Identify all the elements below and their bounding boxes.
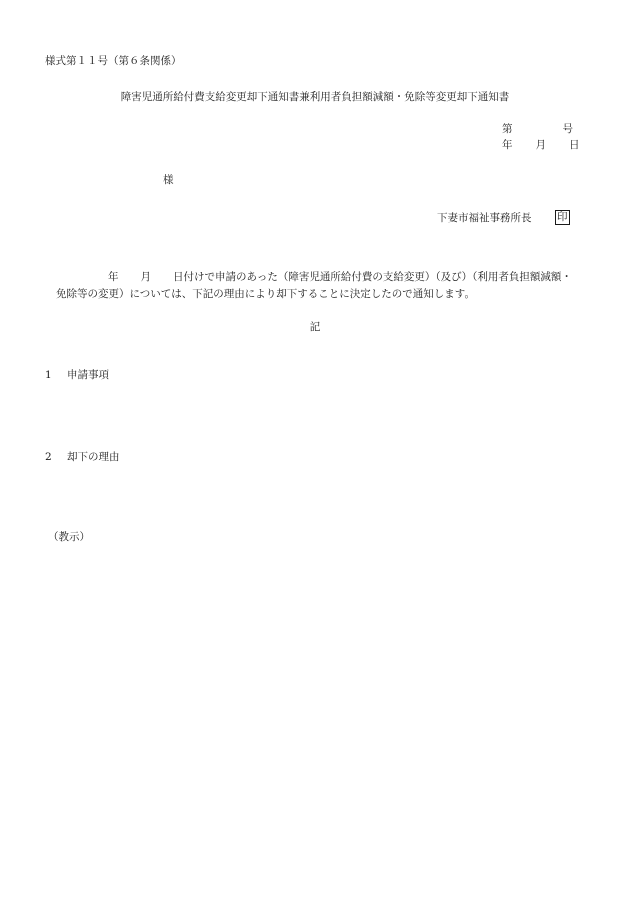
instruction-heading: （教示） [48,531,90,543]
body-text-line-2: 免除等の変更）については、下記の理由により却下することに決定したので通知します。 [56,288,475,300]
addressee-honorific: 様 [163,174,174,186]
date-day-label: 日 [569,139,580,151]
item-number: 2 [45,451,52,463]
form-number: 様式第１１号（第６条関係） [45,55,182,67]
body-year-label: 年 [108,271,119,283]
list-item [45,452,120,463]
item-number: 1 [45,369,52,381]
sender-name: 下妻市福祉事務所長 [437,212,532,224]
seal-mark: 印 [557,211,568,223]
note-heading: 記 [309,321,321,333]
document-title: 障害児通所給付費支給変更却下通知書兼利用者負担額減額・免除等変更却下通知書 [120,91,510,103]
doc-number-prefix: 第 [502,123,513,135]
document-number-row [502,124,573,135]
body-month-label: 月 [140,271,151,283]
item-label: 却下の理由 [67,451,120,463]
date-month-label: 月 [535,139,546,151]
date-year-label: 年 [502,139,513,151]
body-text-line-1 [108,272,572,283]
item-label: 申請事項 [67,369,109,381]
doc-number-suffix: 号 [562,123,573,135]
list-item [45,370,109,381]
body-line-1-text: 日付けで申請のあった（障害児通所給付費の支給変更）（及び）（利用者負担額減額・ [173,271,572,283]
document-date-row [502,140,580,151]
